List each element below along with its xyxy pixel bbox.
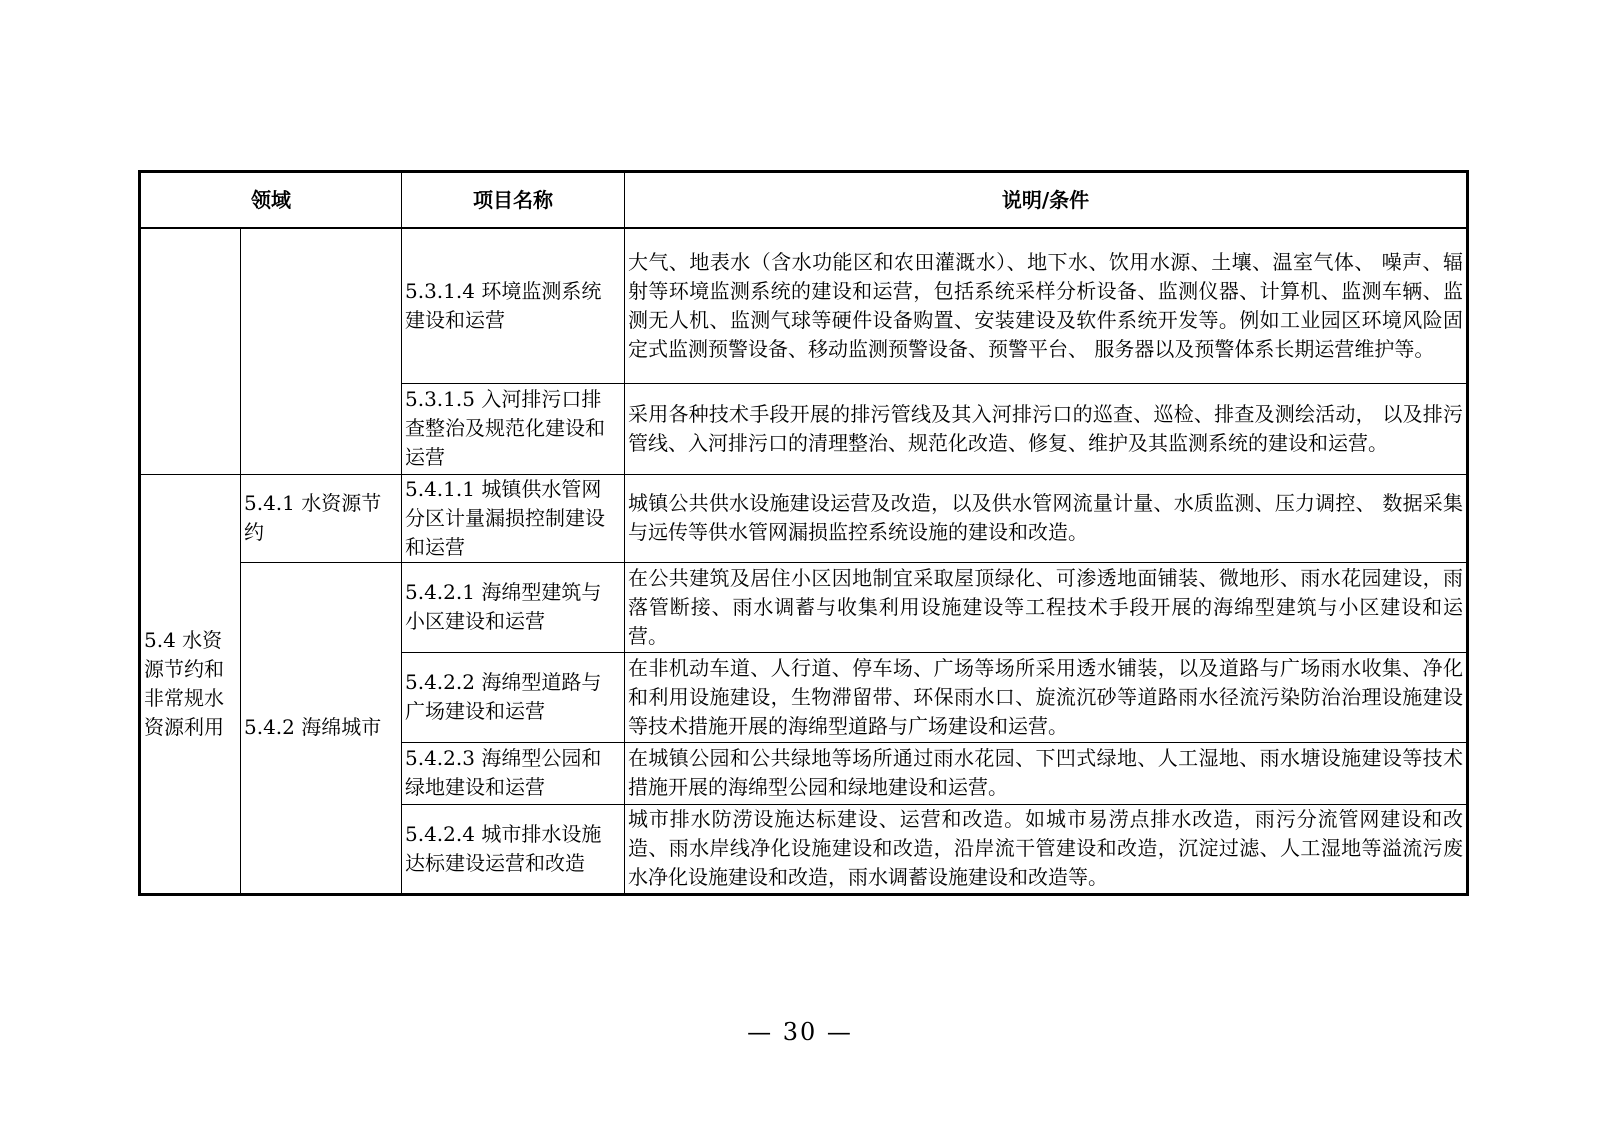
description-cell: 在非机动车道、人行道、停车场、广场等场所采用透水铺装，以及道路与广场雨水收集、净化和利用设施建设，生物滞留带、环保雨水口、旋流沉砂等道路雨水径流污染防治治理设施建设等技术措施开展的海绵型道路与广场建设和运营。 (625, 652, 1468, 742)
domain-cell-5-3-continued (140, 228, 241, 474)
page-number: — 30 — (747, 1018, 853, 1046)
table-header-row (140, 172, 1468, 229)
description-cell: 在公共建筑及居住小区因地制宜采取屋顶绿化、可渗透地面铺装、微地形、雨水花园建设，雨落管断接、雨水调蓄与收集利用设施建设等工程技术手段开展的海绵型建筑与小区建设和运营。 (625, 562, 1468, 652)
header-description: 说明/条件 (625, 172, 1468, 229)
subdomain-cell-5-4-2: 5.4.2 海绵城市 (241, 562, 402, 894)
project-name-cell: 5.4.2.2 海绵型道路与广场建设和运营 (402, 652, 625, 742)
subdomain-cell-5-3-1-continued (241, 228, 402, 474)
project-name-cell: 5.4.2.1 海绵型建筑与小区建设和运营 (402, 562, 625, 652)
subdomain-cell-5-4-1: 5.4.1 水资源节约 (241, 474, 402, 562)
project-name-cell: 5.4.2.4 城市排水设施达标建设运营和改造 (402, 804, 625, 894)
table-row (140, 474, 1468, 562)
description-cell: 城市排水防涝设施达标建设、运营和改造。如城市易涝点排水改造，雨污分流管网建设和改造、雨水岸线净化设施建设和改造，沿岸流干管建设和改造，沉淀过滤、人工湿地等溢流污废水净化设施建设和改造，雨水调蓄设施建设和改造等。 (625, 804, 1468, 894)
table-row (140, 562, 1468, 652)
description-cell: 大气、地表水（含水功能区和农田灌溉水）、地下水、饮用水源、土壤、温室气体、 噪声、辐射等环境监测系统的建设和运营，包括系统采样分析设备、监测仪器、计算机、监测车辆、监测无人机、监测气球等硬件设备购置、安装建设及软件系统开发等。例如工业园区环境风险固定式监测预警设备、移动监测预警设备、预警平台、 服务器以及预警体系长期运营维护等。 (625, 228, 1468, 383)
description-cell: 采用各种技术手段开展的排污管线及其入河排污口的巡查、巡检、排查及测绘活动， 以及排污管线、入河排污口的清理整治、规范化改造、修复、维护及其监测系统的建设和运营。 (625, 383, 1468, 474)
project-name-cell: 5.3.1.4 环境监测系统建设和运营 (402, 228, 625, 383)
domain-cell-5-4: 5.4 水资源节约和非常规水资源利用 (140, 474, 241, 894)
classification-table (138, 170, 1469, 896)
description-cell: 城镇公共供水设施建设运营及改造，以及供水管网流量计量、水质监测、压力调控、 数据采集与远传等供水管网漏损监控系统设施的建设和改造。 (625, 474, 1468, 562)
project-name-cell: 5.4.2.3 海绵型公园和绿地建设和运营 (402, 742, 625, 804)
description-cell: 在城镇公园和公共绿地等场所通过雨水花园、下凹式绿地、人工湿地、雨水塘设施建设等技术措施开展的海绵型公园和绿地建设和运营。 (625, 742, 1468, 804)
header-project-name: 项目名称 (402, 172, 625, 229)
header-domain: 领域 (140, 172, 402, 229)
project-name-cell: 5.3.1.5 入河排污口排查整治及规范化建设和运营 (402, 383, 625, 474)
project-name-cell: 5.4.1.1 城镇供水管网分区计量漏损控制建设和运营 (402, 474, 625, 562)
table-row (140, 228, 1468, 383)
